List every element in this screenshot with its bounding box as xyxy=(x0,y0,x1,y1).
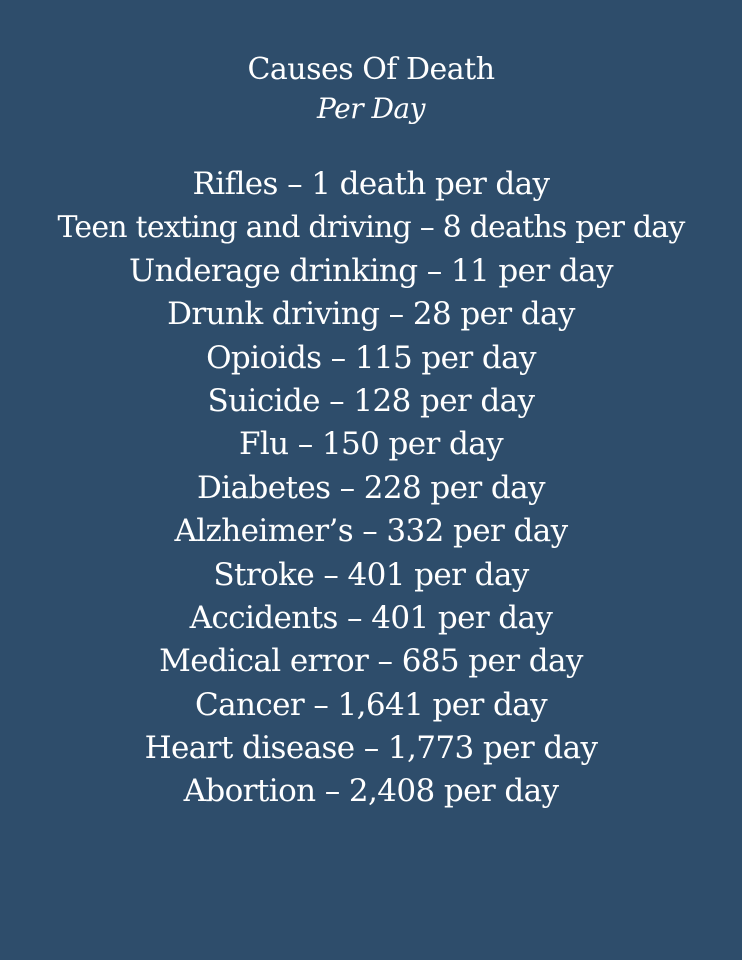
list-item: Cancer – 1,641 per day xyxy=(194,686,547,723)
list-item: Suicide – 128 per day xyxy=(207,382,535,419)
list-item: Teen texting and driving – 8 deaths per day xyxy=(57,210,685,246)
causes-list xyxy=(0,163,742,814)
page-title: Causes Of Death xyxy=(247,52,495,87)
list-item: Medical error – 685 per day xyxy=(159,643,583,680)
list-item: Accidents – 401 per day xyxy=(189,599,553,636)
list-item: Rifles – 1 death per day xyxy=(192,166,550,202)
list-item: Heart disease – 1,773 per day xyxy=(144,730,598,767)
page-subtitle: Per Day xyxy=(317,92,425,125)
list-item: Alzheimer’s – 332 per day xyxy=(174,513,568,550)
list-item: Underage drinking – 11 per day xyxy=(129,252,613,289)
list-item: Abortion – 2,408 per day xyxy=(183,773,559,810)
list-item: Stroke – 401 per day xyxy=(213,556,529,593)
list-item: Flu – 150 per day xyxy=(238,426,504,463)
list-item: Diabetes – 228 per day xyxy=(197,469,545,506)
list-item: Opioids – 115 per day xyxy=(206,339,536,376)
list-item: Drunk driving – 28 per day xyxy=(167,296,575,333)
